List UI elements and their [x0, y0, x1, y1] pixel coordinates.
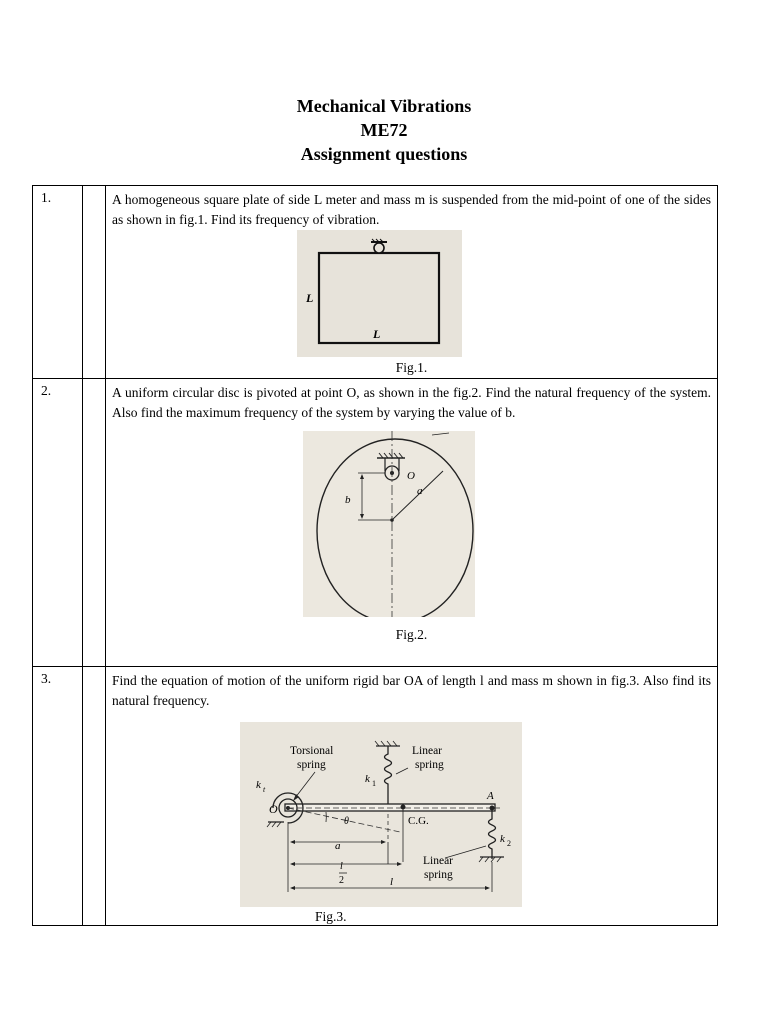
label-linear-top-1: Linear [412, 745, 443, 757]
course-name: Mechanical Vibrations [296, 96, 472, 116]
question-row-3 [33, 667, 718, 926]
label-radius: a [417, 485, 423, 497]
blank-cell [83, 667, 106, 926]
assignment-heading: Assignment questions [300, 144, 468, 164]
figure-2-image [303, 431, 475, 617]
label-a: a [335, 840, 341, 852]
label-half-den: 2 [339, 875, 344, 886]
figure-caption: Fig.1. [395, 360, 428, 375]
label-k2: k [500, 833, 505, 845]
figure-1 [112, 230, 711, 357]
question-text: A uniform circular disc is pivoted at point O, as shown in the fig.2. Find the natural frequency of the system. Also find the maximum frequency of the system by varying the value of b. [112, 385, 711, 420]
label-side-left: L [306, 291, 314, 305]
label-pivot: O [269, 802, 278, 816]
pivot-icon [374, 243, 384, 253]
label-kt: k [256, 779, 261, 791]
course-code: ME72 [360, 120, 408, 140]
label-side-bottom: L [373, 327, 381, 341]
question-text: A homogeneous square plate of side L meter and mass m is suspended from the mid-point of one of the sides as shown in fig.1. Find its frequency of vibration. [112, 192, 711, 227]
questions-table [32, 185, 718, 926]
label-end: A [487, 790, 494, 802]
rigid-bar-diagram [240, 722, 522, 907]
label-torsional-2: spring [297, 759, 326, 771]
question-number: 1. [33, 186, 83, 379]
question-number: 2. [33, 379, 83, 667]
label-linear-bottom-2: spring [424, 869, 453, 881]
label-k1: k [365, 773, 370, 785]
question-body [106, 667, 718, 926]
square-plate-diagram [297, 230, 462, 357]
label-k2-sub: 2 [507, 839, 511, 848]
label-torsional-1: Torsional [290, 745, 334, 757]
figure-3-image [240, 722, 522, 907]
figure-3 [112, 722, 711, 924]
question-body [106, 186, 718, 379]
label-linear-top-2: spring [415, 759, 444, 771]
label-linear-bottom-1: Linear [423, 855, 454, 867]
label-half-num: l [340, 861, 343, 872]
label-kt-sub: t [263, 785, 266, 794]
blank-cell [83, 379, 106, 667]
label-offset: b [345, 494, 351, 506]
figure-caption: Fig.2. [395, 627, 428, 642]
figure-2 [112, 431, 711, 627]
question-body [106, 379, 718, 667]
document-title [0, 94, 768, 166]
question-text: Find the equation of motion of the uniform rigid bar OA of length l and mass m shown in fig.3. Also find its natural frequency. [112, 673, 711, 708]
question-row-1 [33, 186, 718, 379]
figure-caption: Fig.3. [315, 909, 347, 924]
label-theta: θ [344, 816, 349, 827]
question-row-2 [33, 379, 718, 667]
label-cg: C.G. [408, 815, 429, 827]
label-k1-sub: 1 [372, 779, 376, 788]
label-length: l [390, 876, 394, 888]
question-number: 3. [33, 667, 83, 926]
pivoted-disc-diagram [303, 431, 475, 617]
blank-cell [83, 186, 106, 379]
figure-1-image [297, 230, 462, 357]
label-pivot: O [407, 470, 415, 482]
